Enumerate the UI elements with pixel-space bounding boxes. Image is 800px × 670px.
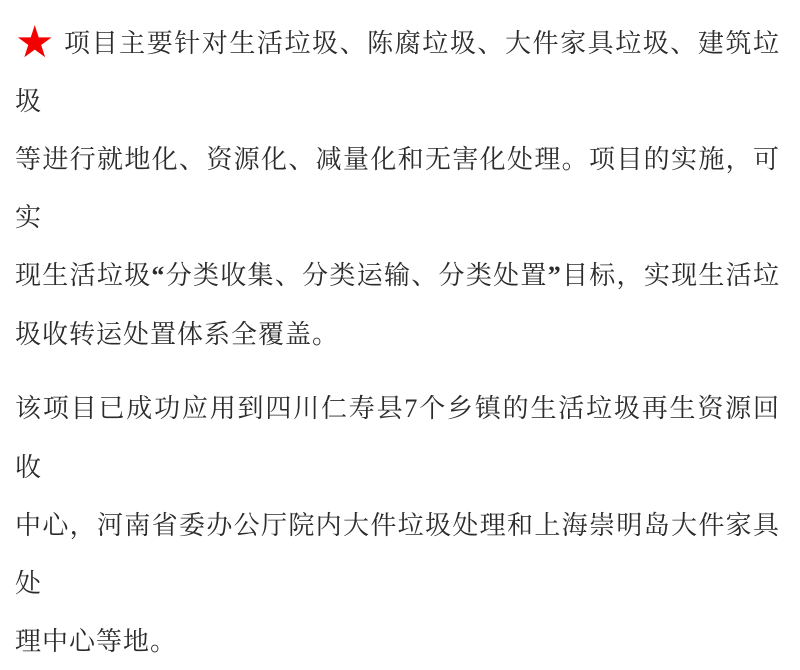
text-line-3-quoted: 分类收集、分类运输、分类处置	[165, 260, 548, 290]
open-quote-mark: “	[151, 261, 166, 290]
paragraph-project-application	[15, 379, 780, 670]
paragraph-project-intro	[15, 14, 780, 363]
text-line-5-post: 个乡镇的生活垃圾再生资源回收	[15, 393, 780, 482]
text-line-3-pre: 现生活垃圾	[15, 260, 152, 290]
close-quote-mark: ”	[547, 261, 562, 290]
text-line-4: 圾收转运处置体系全覆盖。	[15, 319, 340, 349]
text-line-5-number: 7	[404, 394, 419, 423]
text-line-5-pre: 该项目已成功应用到四川仁寿县	[15, 393, 405, 423]
text-line-3	[15, 246, 780, 305]
text-line-7: 理中心等地。	[15, 626, 178, 656]
text-line-3-post: 目标，实现生活垃	[561, 260, 780, 290]
text-line-1: ★ 项目主要针对生活垃圾、陈腐垃圾、大件家具垃圾、建筑垃圾	[15, 18, 780, 116]
text-line-6: 中心，河南省委办公厅院内大件垃圾处理和上海崇明岛大件家具处	[15, 510, 780, 598]
text-line-1-content: 项目主要针对生活垃圾、陈腐垃圾、大件家具垃圾、建筑垃圾	[15, 28, 780, 116]
text-line-2: 等进行就地化、资源化、减量化和无害化处理。项目的实施，可实	[15, 144, 780, 232]
text-line-5	[15, 379, 780, 496]
